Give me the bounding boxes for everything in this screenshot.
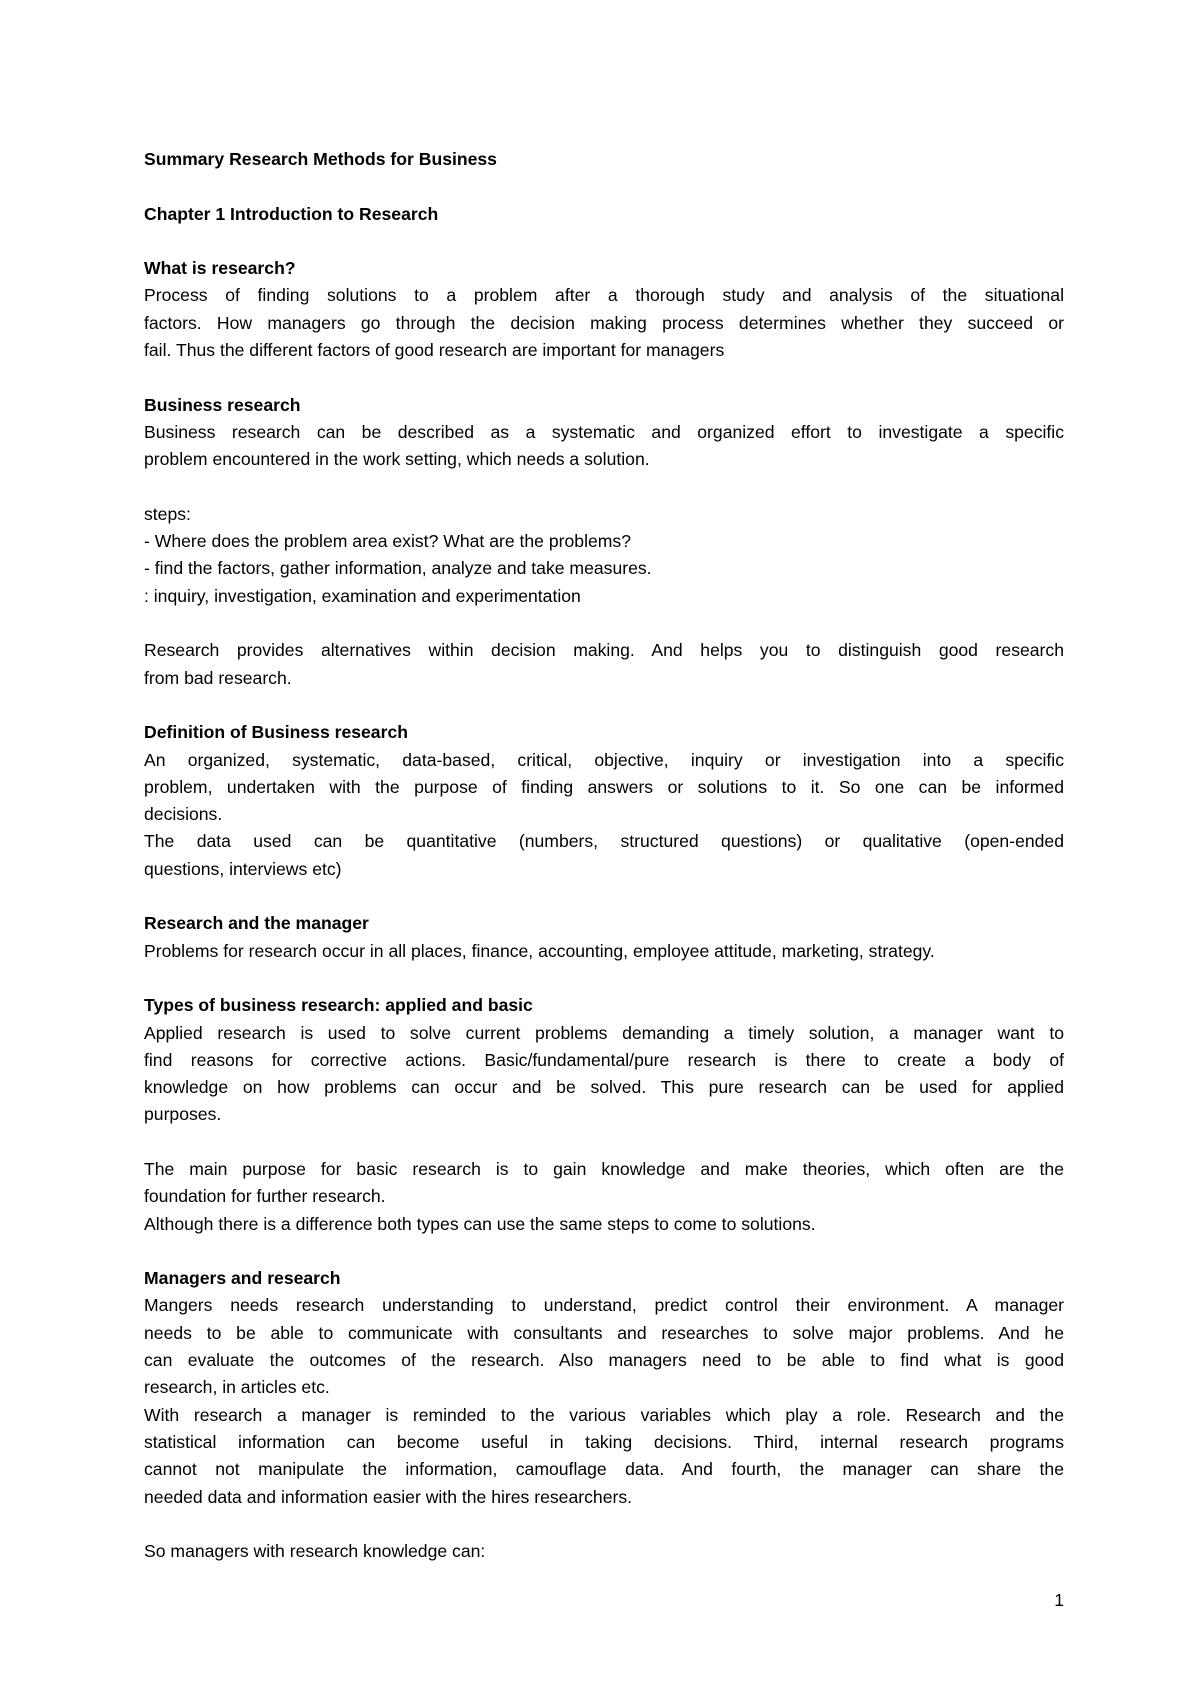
paragraph-line: problem encountered in the work setting, which needs a solution.	[144, 449, 650, 470]
paragraph-line: With research a manager is reminded to the various variables which play a role. Research and the	[144, 1404, 1064, 1425]
paragraph-line: factors. How managers go through the decision making process determines whether they succeed or	[144, 312, 1064, 333]
steps-label: steps:	[144, 503, 191, 524]
paragraph-line: The main purpose for basic research is to gain knowledge and make theories, which often are the	[144, 1158, 1064, 1179]
paragraph-line: from bad research.	[144, 667, 292, 688]
paragraph-line: cannot not manipulate the information, camouflage data. And fourth, the manager can share the	[144, 1459, 1064, 1480]
paragraph-line: find reasons for corrective actions. Basic/fundamental/pure research is there to create a body of	[144, 1049, 1064, 1070]
paragraph-line: can evaluate the outcomes of the research. Also managers need to be able to find what is good	[144, 1350, 1064, 1371]
paragraph-line: Process of finding solutions to a problem after a thorough study and analysis of the situational	[144, 285, 1064, 306]
section-heading-definition: Definition of Business research	[144, 722, 408, 743]
spacer	[144, 1129, 1064, 1156]
section-heading-business-research: Business research	[144, 394, 301, 415]
spacer	[144, 965, 1064, 992]
document-body	[144, 146, 1064, 1565]
paragraph-line: fail. Thus the different factors of good research are important for managers	[144, 340, 725, 361]
steps-item: : inquiry, investigation, examination and experimentation	[144, 585, 581, 606]
paragraph-line: Problems for research occur in all places, finance, accounting, employee attitude, marketing, strategy.	[144, 940, 935, 961]
spacer	[144, 173, 1064, 200]
spacer	[144, 1238, 1064, 1265]
spacer	[144, 1511, 1064, 1538]
paragraph-line: knowledge on how problems can occur and be solved. This pure research can be used for applied	[144, 1077, 1064, 1098]
spacer	[144, 610, 1064, 637]
section-heading-what-is-research: What is research?	[144, 258, 296, 279]
paragraph-line: Research provides alternatives within decision making. And helps you to distinguish good research	[144, 640, 1064, 661]
paragraph-line: The data used can be quantitative (numbers, structured questions) or qualitative (open-ended	[144, 831, 1064, 852]
paragraph-line: foundation for further research.	[144, 1186, 386, 1207]
section-heading-managers-research: Managers and research	[144, 1268, 341, 1289]
paragraph-line: decisions.	[144, 804, 223, 825]
paragraph-line: Business research can be described as a systematic and organized effort to investigate a specific	[144, 421, 1064, 442]
paragraph-line: research, in articles etc.	[144, 1377, 330, 1398]
spacer	[144, 364, 1064, 391]
paragraph-line: Although there is a difference both types can use the same steps to come to solutions.	[144, 1213, 816, 1234]
steps-item: - Where does the problem area exist? What are the problems?	[144, 531, 631, 552]
paragraph-line: questions, interviews etc)	[144, 858, 342, 879]
page-number: 1	[1054, 1590, 1064, 1610]
section-heading-research-manager: Research and the manager	[144, 913, 369, 934]
spacer	[144, 228, 1064, 255]
paragraph-line: statistical information can become useful in taking decisions. Third, internal research programs	[144, 1431, 1064, 1452]
chapter-heading: Chapter 1 Introduction to Research	[144, 203, 439, 224]
paragraph-line: needs to be able to communicate with consultants and researches to solve major problems. And he	[144, 1322, 1064, 1343]
spacer	[144, 474, 1064, 501]
paragraph-line: Applied research is used to solve current problems demanding a timely solution, a manager want to	[144, 1022, 1064, 1043]
document-title: Summary Research Methods for Business	[144, 149, 497, 169]
section-heading-types: Types of business research: applied and basic	[144, 995, 533, 1016]
paragraph-line: An organized, systematic, data-based, critical, objective, inquiry or investigation into a specific	[144, 749, 1064, 770]
spacer	[144, 883, 1064, 910]
spacer	[144, 692, 1064, 719]
paragraph-line: problem, undertaken with the purpose of finding answers or solutions to it. So one can be informed	[144, 776, 1064, 797]
paragraph-line: So managers with research knowledge can:	[144, 1541, 486, 1562]
steps-item: - find the factors, gather information, analyze and take measures.	[144, 558, 652, 579]
paragraph-line: purposes.	[144, 1104, 222, 1125]
paragraph-line: Mangers needs research understanding to understand, predict control their environment. A manager	[144, 1295, 1064, 1316]
paragraph-line: needed data and information easier with the hires researchers.	[144, 1486, 633, 1507]
